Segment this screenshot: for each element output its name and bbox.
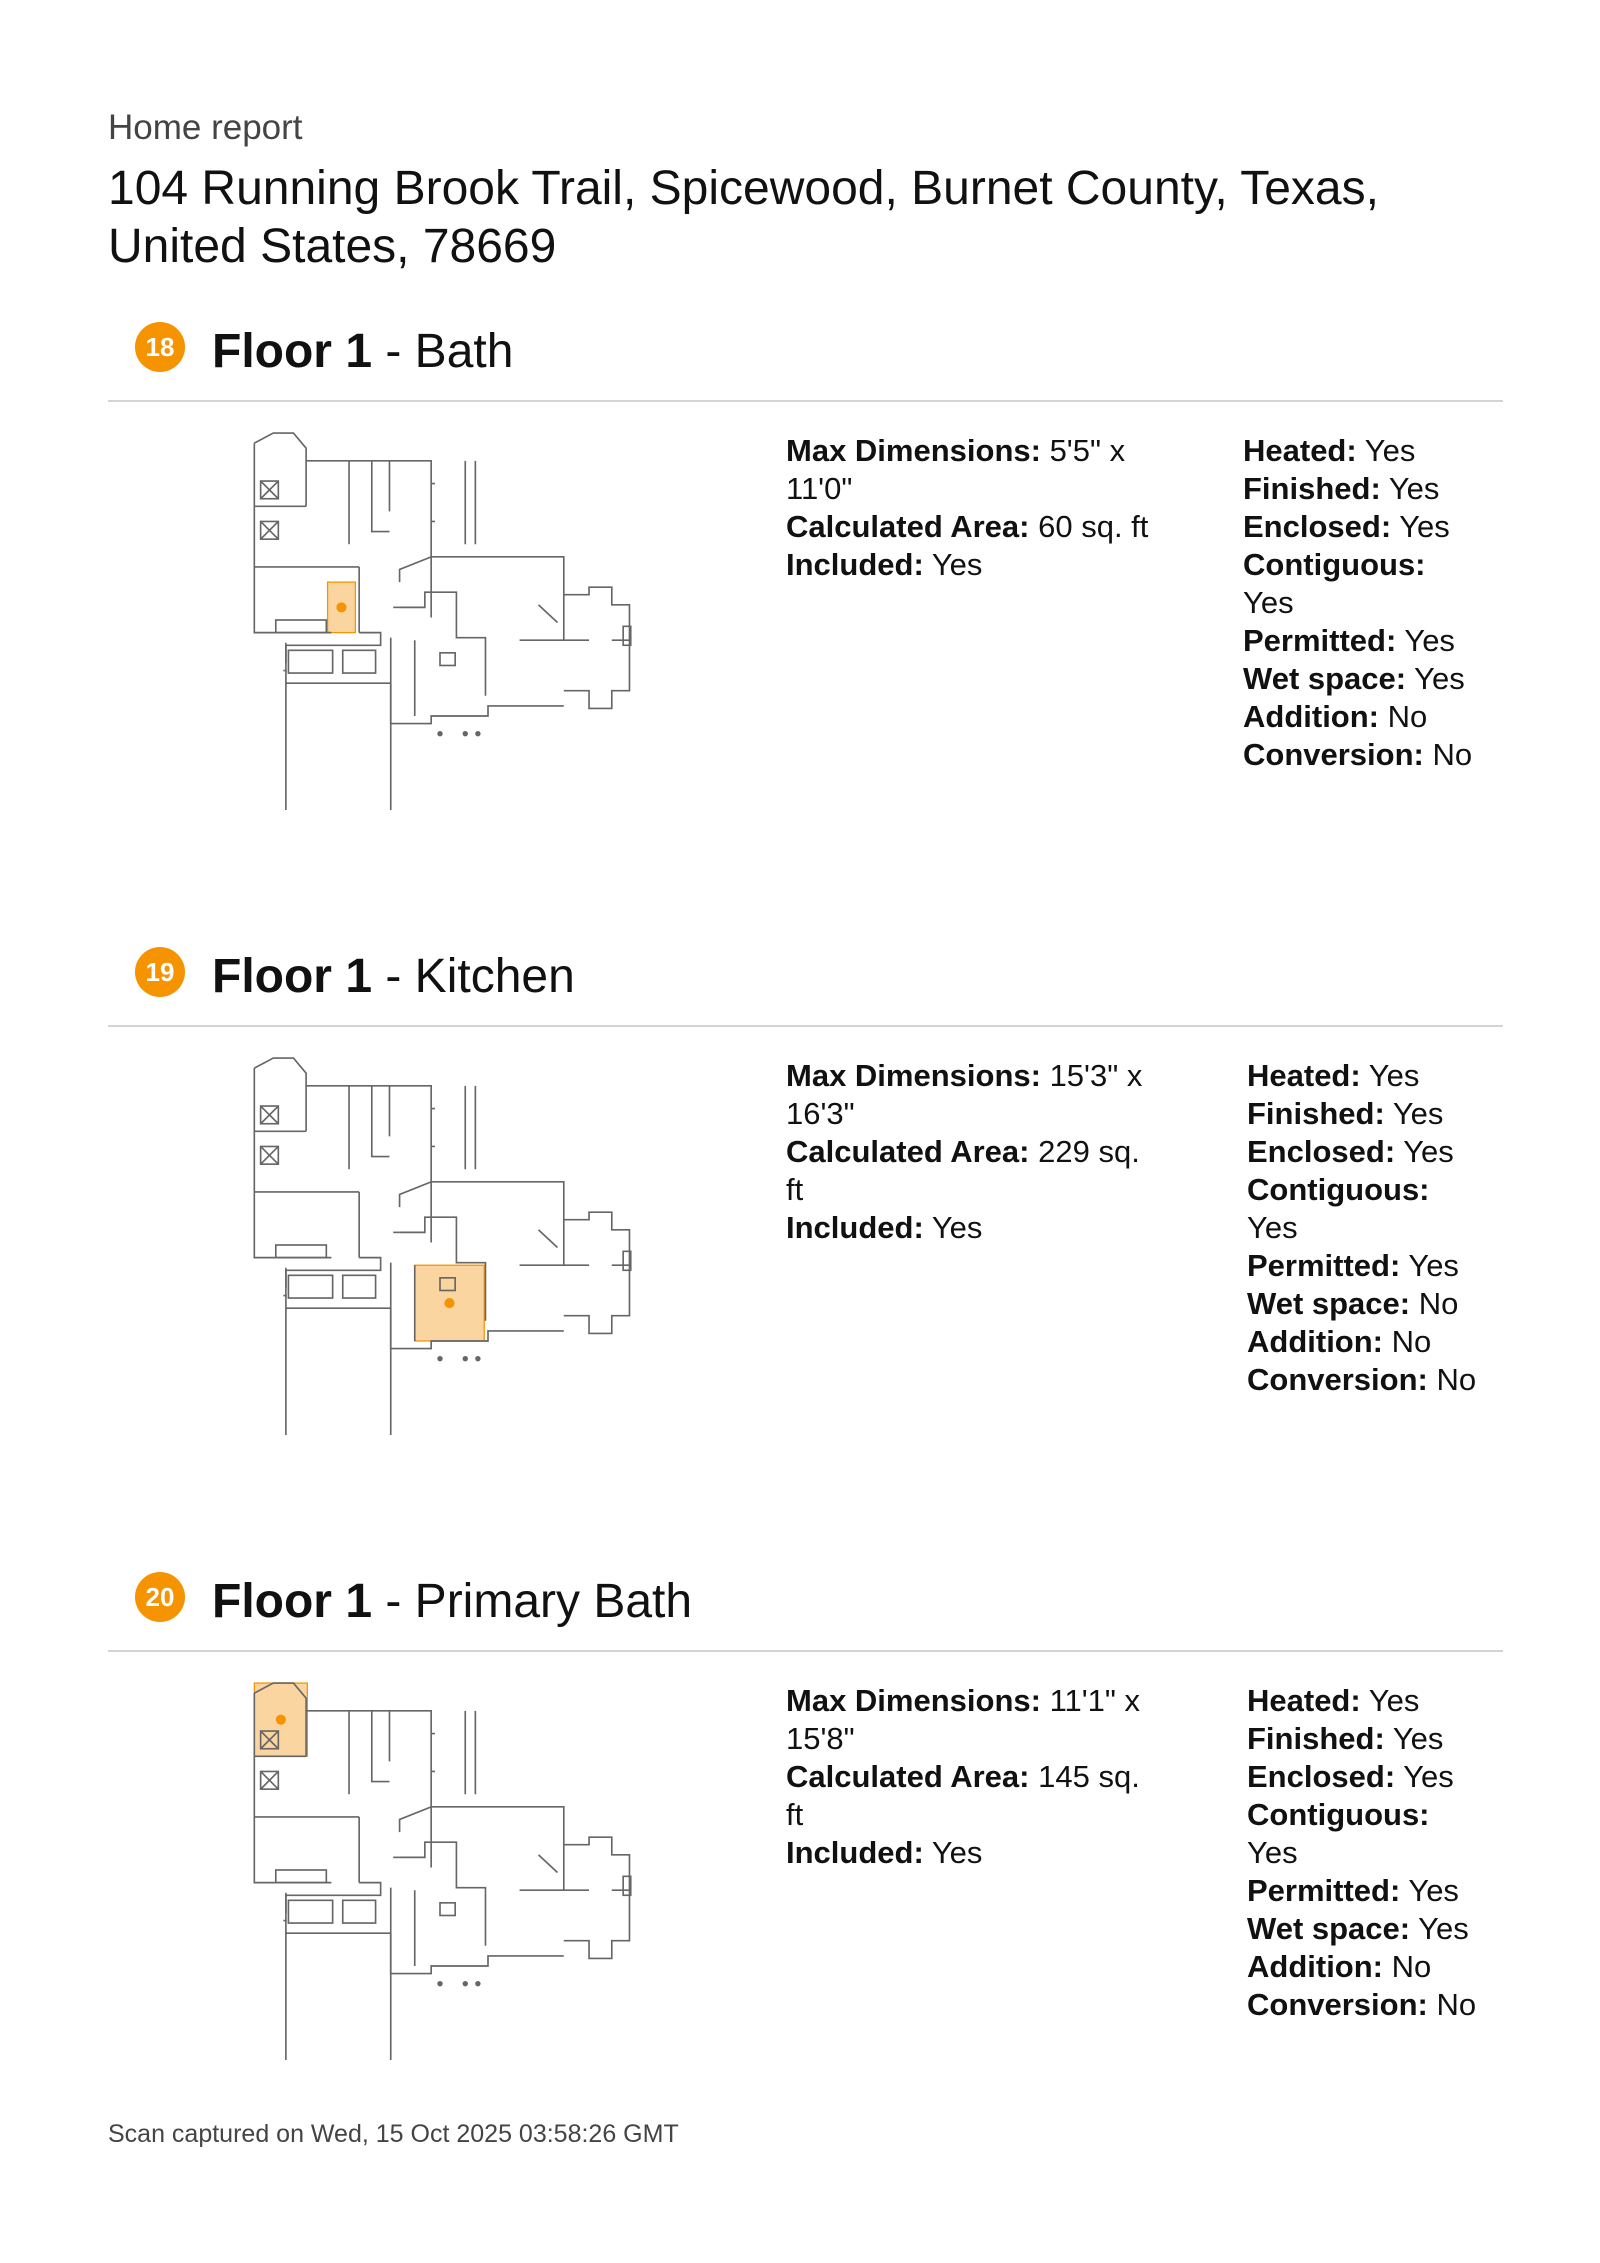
max-dimensions: Max Dimensions: 15'3" x 16'3" — [786, 1058, 1143, 1131]
floor-plan-icon — [248, 1680, 728, 2060]
title-separator: - — [372, 950, 415, 1003]
room-section-bath — [108, 320, 1503, 880]
attr-contiguous: Contiguous: Yes — [1247, 1797, 1430, 1870]
attr-wet-space: Wet space: Yes — [1247, 1911, 1469, 1946]
section-header — [108, 1570, 1503, 1652]
floor-plan-thumbnail — [248, 1055, 728, 1435]
floor-plan-icon — [248, 1055, 728, 1435]
room-marker — [276, 1715, 286, 1725]
attr-enclosed: Enclosed: Yes — [1243, 509, 1450, 544]
attr-finished: Finished: Yes — [1243, 471, 1440, 506]
title-separator: - — [372, 325, 415, 378]
calculated-area: Calculated Area: 145 sq. ft — [786, 1759, 1140, 1832]
floor-plan-thumbnail — [248, 1680, 728, 2060]
attributes-list — [1243, 432, 1503, 774]
room-number-badge: 18 — [135, 322, 185, 372]
attr-conversion: Conversion: No — [1247, 1987, 1477, 2022]
dimensions-list — [786, 432, 1156, 584]
room-marker — [444, 1298, 454, 1308]
room-name: Kitchen — [414, 950, 575, 1003]
included: Included: Yes — [786, 1835, 983, 1870]
attr-addition: Addition: No — [1243, 699, 1428, 734]
calculated-area: Calculated Area: 60 sq. ft — [786, 509, 1149, 544]
attr-permitted: Permitted: Yes — [1247, 1873, 1459, 1908]
calculated-area: Calculated Area: 229 sq. ft — [786, 1134, 1140, 1207]
attr-contiguous: Contiguous: Yes — [1243, 547, 1426, 620]
attr-contiguous: Contiguous: Yes — [1247, 1172, 1430, 1245]
section-header — [108, 945, 1503, 1027]
room-name: Primary Bath — [414, 1575, 693, 1628]
section-title — [212, 1572, 692, 1632]
room-marker — [336, 602, 346, 612]
dimensions-list — [786, 1057, 1156, 1247]
property-address: 104 Running Brook Trail, Spicewood, Burnet County, Texas, United States, 78669 — [108, 162, 1379, 273]
max-dimensions: Max Dimensions: 11'1" x 15'8" — [786, 1683, 1141, 1756]
room-section-primary-bath — [108, 1570, 1503, 2130]
floor-plan-thumbnail — [248, 430, 728, 810]
floor-label: Floor 1 — [212, 325, 373, 378]
attr-wet-space: Wet space: Yes — [1243, 661, 1465, 696]
floor-label: Floor 1 — [212, 1575, 373, 1628]
attr-addition: Addition: No — [1247, 1324, 1432, 1359]
included: Included: Yes — [786, 547, 983, 582]
attr-finished: Finished: Yes — [1247, 1721, 1444, 1756]
attr-permitted: Permitted: Yes — [1247, 1248, 1459, 1283]
floor-label: Floor 1 — [212, 950, 373, 1003]
attr-enclosed: Enclosed: Yes — [1247, 1759, 1454, 1794]
room-name: Bath — [414, 325, 514, 378]
room-number-badge: 20 — [135, 1572, 185, 1622]
attr-wet-space: Wet space: No — [1247, 1286, 1459, 1321]
attr-permitted: Permitted: Yes — [1243, 623, 1455, 658]
room-number-badge: 19 — [135, 947, 185, 997]
room-section-kitchen — [108, 945, 1503, 1505]
max-dimensions: Max Dimensions: 5'5" x 11'0" — [786, 433, 1126, 506]
section-title — [212, 947, 575, 1007]
attr-conversion: Conversion: No — [1247, 1362, 1477, 1397]
section-title — [212, 322, 513, 382]
scan-timestamp: Scan captured on Wed, 15 Oct 2025 03:58:26 GMT — [108, 2120, 679, 2148]
attr-heated: Heated: Yes — [1247, 1058, 1420, 1093]
attr-conversion: Conversion: No — [1243, 737, 1473, 772]
attr-finished: Finished: Yes — [1247, 1096, 1444, 1131]
section-header — [108, 320, 1503, 402]
title-separator: - — [372, 1575, 415, 1628]
floor-plan-icon — [248, 430, 728, 810]
report-label: Home report — [108, 108, 303, 147]
dimensions-list — [786, 1682, 1156, 1872]
attr-heated: Heated: Yes — [1243, 433, 1416, 468]
attributes-list — [1247, 1682, 1507, 2024]
attr-addition: Addition: No — [1247, 1949, 1432, 1984]
attributes-list — [1247, 1057, 1507, 1399]
included: Included: Yes — [786, 1210, 983, 1245]
attr-enclosed: Enclosed: Yes — [1247, 1134, 1454, 1169]
attr-heated: Heated: Yes — [1247, 1683, 1420, 1718]
